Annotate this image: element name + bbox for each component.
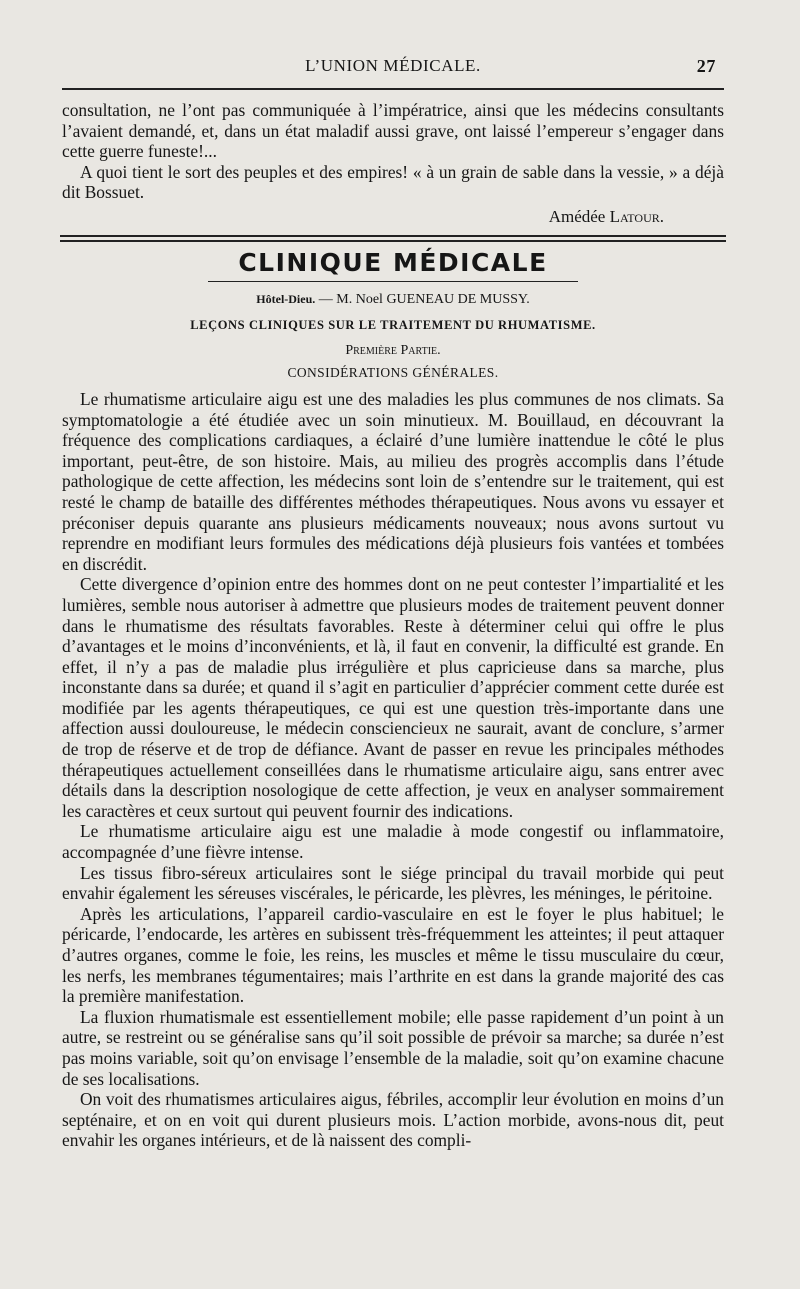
title-underline <box>208 281 578 282</box>
paragraph: Après les articulations, l’appareil cardio-vasculaire en est le foyer le plus habituel; le péricarde, l’endocarde, les artères en subissent très-fréquemment les atteintes; il peut attaquer d’autres organes, comme le foie, les reins, les muscles et même le tissu musculaire du cœur, les nerfs, les membranes tégumentaires; mais l’arthrite en est dans la grande majorité des cas la première manifestation. <box>62 903 724 1007</box>
paragraph: A quoi tient le sort des peuples et des empires! « à un grain de sable dans la vessie, » a déjà dit Bossuet. <box>62 161 724 203</box>
hospital-name: Hôtel-Dieu. <box>256 291 316 306</box>
paragraph: Cette divergence d’opinion entre des hommes dont on ne peut contester l’impartialité et les lumières, semble nous autoriser à admettre que plusieurs modes de traitement peuvent donner dans le rhumatisme des résultats favorables. Reste à déterminer celui qui offre le plus d’avantages et le moins d’inconvénients, et là, il faut en convenir, la difficulté est grande. En effet, il n’y a pas de maladie plus irrégulière et plus capricieuse dans sa marche, plus inconstante dans sa durée; et quand il s’agit en particulier d’apprécier comment cette durée est modifiée par les agents thérapeutiques, ce qui est une question très-importante dans une affection aussi douloureuse, le médecin consciencieux ne saurait, avant de conclure, s’armer de trop de réserve et de trop de défiance. Avant de passer en revue les principales méthodes thérapeutiques actuellement conseillées dans le rhumatisme articulaire aigu, sans entrer avec détails dans la description nosologique de cette affection, je veux en analyser sommairement les caractères et ceux surtout qui peuvent fournir des indications. <box>62 574 724 821</box>
section-title: CLINIQUE MÉDICALE <box>238 247 548 277</box>
signature-first-name: Amédée <box>548 206 606 226</box>
paragraph: Le rhumatisme articulaire aigu est une des maladies les plus communes de nos climats. Sa symptomatologie a été étudiée avec un soin minutieux. M. Bouillaud, en découvrant la fréquence des complications cardiaques, a éclairé d’une lumière inattendue le côté le plus important, peut-être, de son histoire. Mais, au milieu des progrès accomplis dans l’étude pathologique de cette affection, les médecins sont loin de s’entendre sur le traitement, qui est resté le champ de bataille des différentes méthodes thérapeutiques. Nous avons vu essayer et préconiser depuis quarante ans plusieurs médicaments nouveaux; nous avons surtout vu reprendre en modifiant leurs formules des médications déjà plusieurs fois vantées et tombées en discrédit. <box>62 388 724 574</box>
part-title: Première Partie. <box>345 342 441 358</box>
section-divider <box>60 235 726 242</box>
paragraph: Le rhumatisme articulaire aigu est une maladie à mode congestif ou inflammatoire, accompagnée d’une fièvre intense. <box>62 821 724 863</box>
article-body <box>62 389 724 1151</box>
subsection-title: CONSIDÉRATIONS GÉNÉRALES. <box>287 364 499 380</box>
paragraph: consultation, ne l’ont pas communiquée à l’impératrice, ainsi que les médecins consultants l’avaient demandé, et, dans un état maladif aussi grave, ont laissé l’empereur s’engager dans cette guerre funeste!... <box>62 100 724 162</box>
signature-last-name: Latour. <box>609 206 664 226</box>
running-title: L’UNION MÉDICALE. <box>305 56 481 75</box>
author-signature <box>62 207 664 227</box>
header-rule <box>62 88 724 90</box>
previous-article-ending <box>62 100 724 227</box>
paragraph: On voit des rhumatismes articulaires aigus, fébriles, accomplir leur évolution en moins d’un septénaire, et on en voit qui durent plusieurs mois. L’action morbide, avons-nous dit, peut envahir les organes intérieurs, et de là naissent des compli- <box>62 1089 724 1151</box>
page-header <box>62 56 724 82</box>
lecturer-name: — M. Noel GUENEAU DE MUSSY. <box>318 291 530 307</box>
paragraph: La fluxion rhumatismale est essentiellement mobile; elle passe rapidement d’un point à un autre, se restreint ou se généralise sans qu’il soit possible de prévoir sa marche; sa durée n’est pas moins variable, soit qu’on envisage l’ensemble de la maladie, soit qu’on examine chacune de ses localisations. <box>62 1006 724 1089</box>
lecturer-line <box>62 292 724 308</box>
lecture-title: LEÇONS CLINIQUES SUR LE TRAITEMENT DU RHUMATISME. <box>190 317 596 332</box>
page-number: 27 <box>696 56 716 76</box>
paragraph: Les tissus fibro-séreux articulaires sont le siége principal du travail morbide qui peut envahir également les séreuses viscérales, le péricarde, les plèvres, les méninges, le péritoine. <box>62 862 724 904</box>
